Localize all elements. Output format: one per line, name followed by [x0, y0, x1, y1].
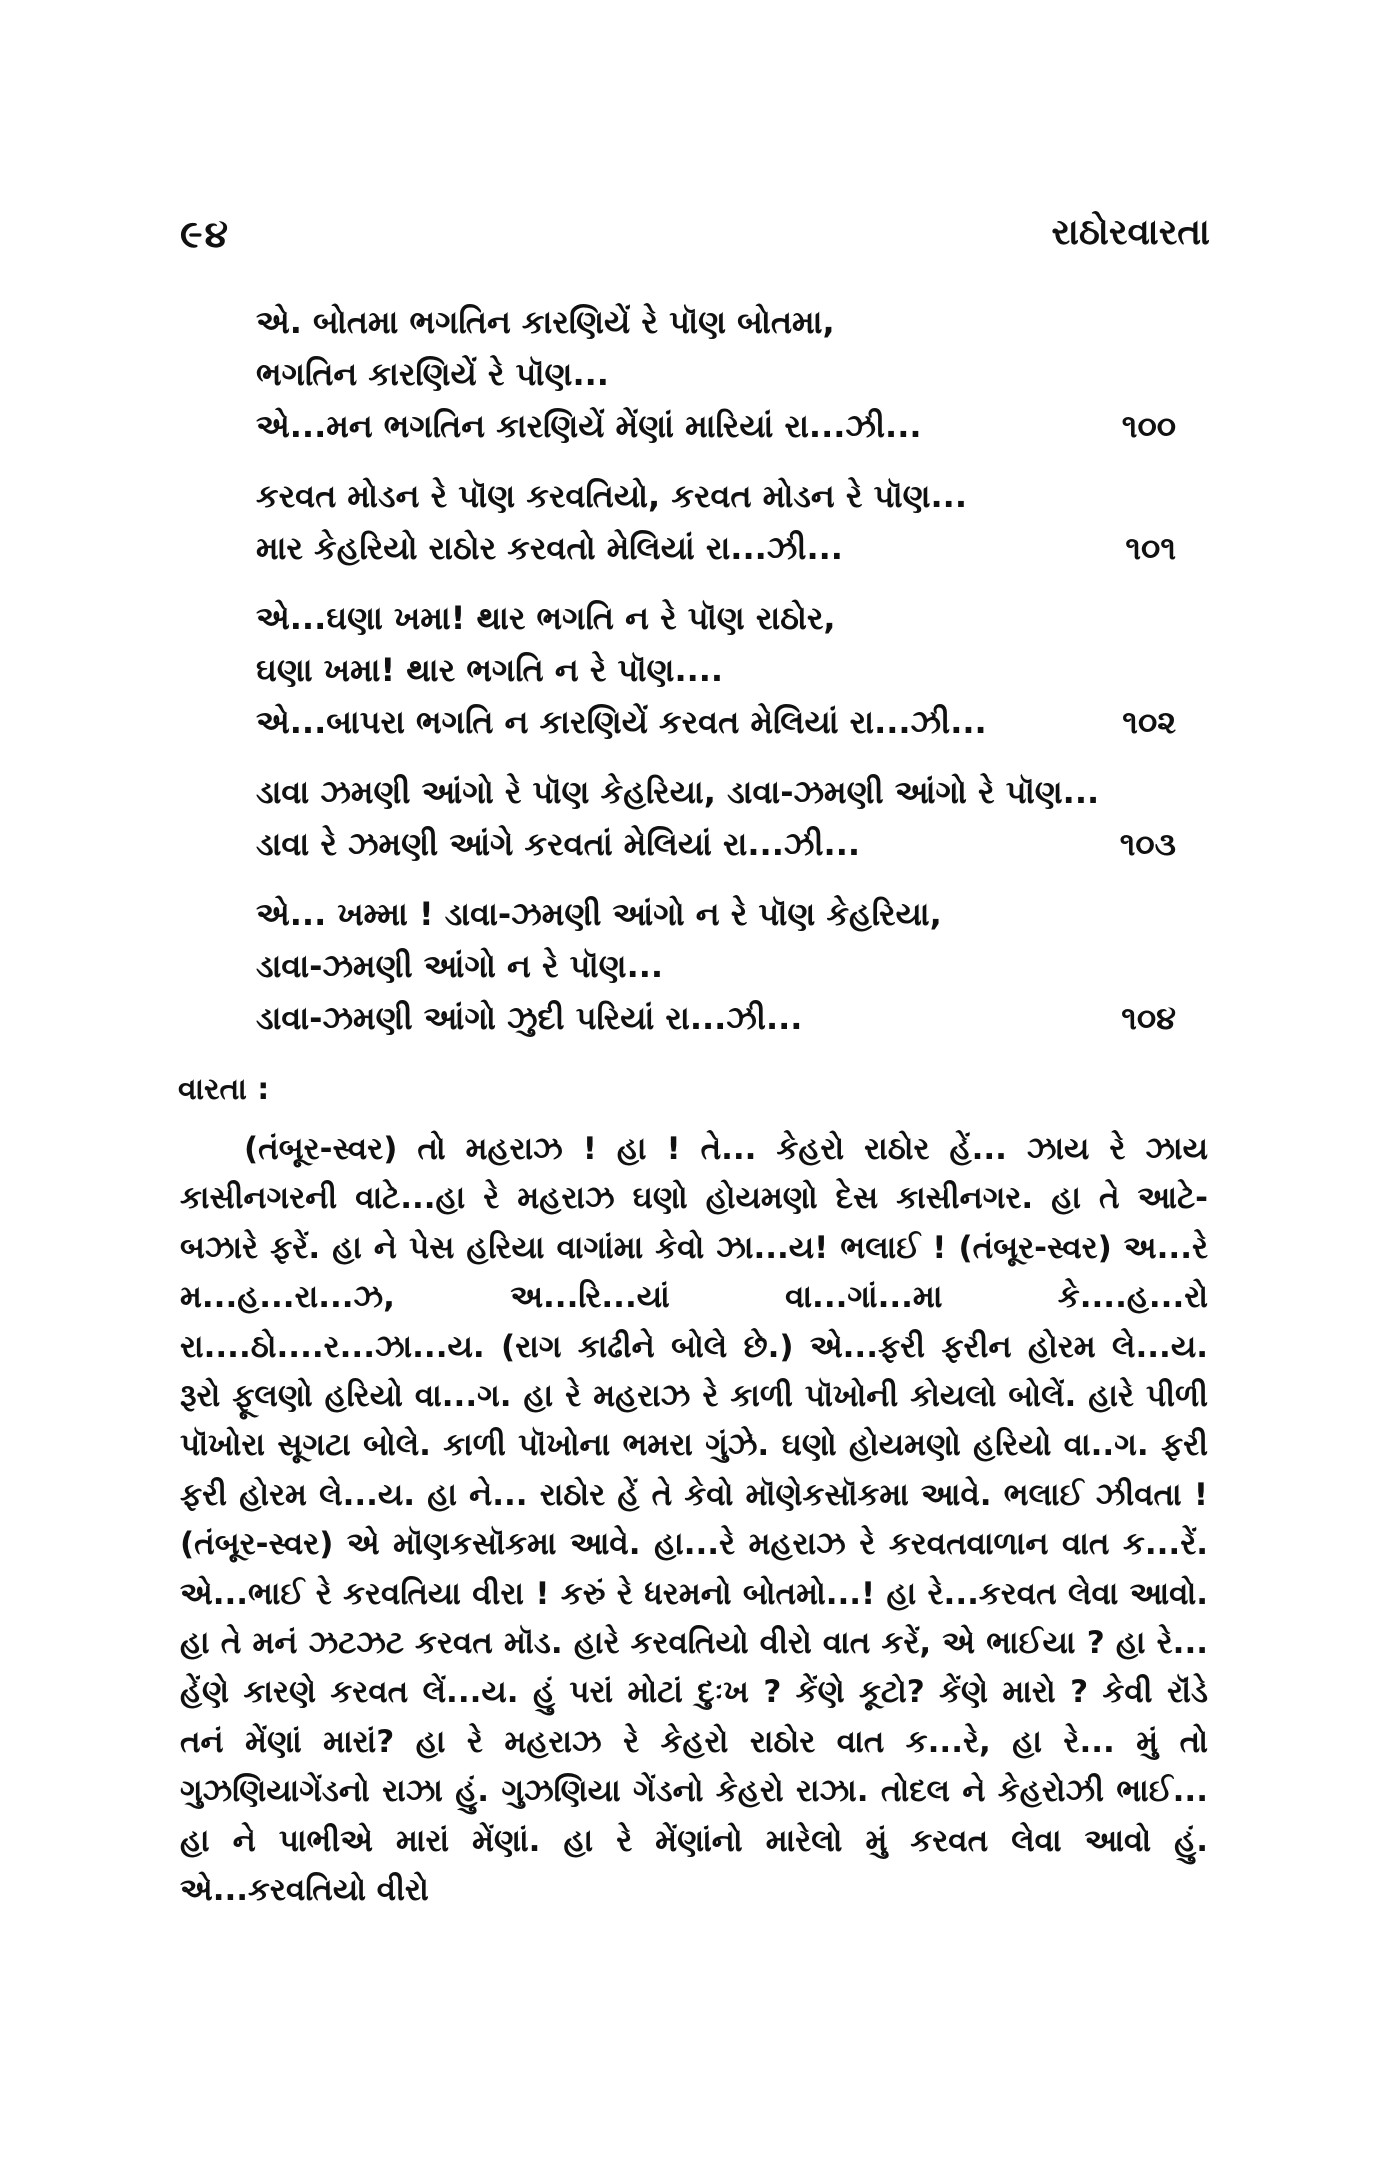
poem [256, 296, 1176, 1062]
verse-text: એ...બાપરા ભગતિ ન કારણિયેં કરવત મેલિયાં રા...ઝી... [256, 703, 987, 741]
verse-line [256, 348, 1176, 400]
verse-line [256, 766, 1176, 818]
verse-text: ઘણા ખમા! થાર ભગતિ ન રે પૉણ.... [256, 651, 724, 689]
verse-number: ૧૦૧ [1125, 529, 1176, 567]
verse-text: એ...ઘણા ખમા! થાર ભગતિ ન રે પૉણ રાઠોર, [256, 599, 836, 637]
verse-line [256, 818, 1176, 870]
verse-line [256, 296, 1176, 348]
page-header [180, 212, 1210, 272]
verse-line [256, 940, 1176, 992]
verse-number: ૧૦૪ [1121, 999, 1176, 1037]
verse-text: ડાવા-ઝમણી આંગો ન રે પૉણ... [256, 947, 664, 985]
stanza [256, 470, 1176, 574]
prose-paragraph: (તંબૂર-સ્વર) તો મહરાઝ ! હા ! તે... કેહરો રાઠોર હેં... ઝાય રે ઝાય કાસીનગરની વાટે...હા રે મહરાઝ ઘણો હોયમણો દેસ કાસીનગર. હા તે આટે-બઝારે ફરેં. હા ને પેસ હરિયા વાગાંમા કેવો ઝા...ય! ભલાઈ ! (તંબૂર-સ્વર) અ...રે મ...હ...રા...ઝ, અ...રિ...યાં વા...ગાં...મા કે....હ...રો રા....ઠો....ર...ઝા...ય. (રાગ કાઢીને બોલે છે.) એ...ફરી ફરીન હોરમ લે...ય. રૂરો ફૂલણો હરિયો વા...ગ. હા રે મહરાઝ રે કાળી પૉખોની કોયલો બોલેં. હારે પીળી પૉખોરા સૂગટા બોલે. કાળી પૉખોના ભમરા ગુંઝે. ઘણો હોયમણો હરિયો વા..ગ. ફરી ફરી હોરમ લે...ય. હા ને... રાઠોર હેં તે કેવો મૉણેકસૉકમા આવે. ભલાઈ ઝીવતા ! (તંબૂર-સ્વર) એ મૉણકસૉકમા આવે. હા...રે મહરાઝ રે કરવતવાળાન વાત ક...રેં. એ...ભાઈ રે કરવતિયા વીરા ! કરું રે ધરમનો બોતમો...! હા રે...કરવત લેવા આવો. હા તે મનં ઝટઝટ કરવત મૉડ. હારે કરવતિયો વીરો વાત કરેં, એ ભાઈયા ? હા રે... હેંણે કારણે કરવત લેં...ય. હું પરાં મોટાં દુઃખ ? કેંણે કૂટો? કેંણે મારો ? કેવી રૉંડે તનં મેંણાં મારાં? હા રે મહરાઝ રે કેહરો રાઠોર વાત ક...રે, હા રે... મું તો ગુઝણિયાગેંડનો રાઝા હું. ગુઝણિયા ગેંડનો કેહરો રાઝા. તોદલ ને કેહરોઝી ભાઈ... હા ને પાભીએ મારાં મેંણાં. હા રે મેંણાંનો મારેલો મું કરવત લેવા આવો હું. એ...કરવતિયો વીરો [180, 1131, 1208, 1909]
verse-line [256, 522, 1176, 574]
stanza [256, 592, 1176, 748]
verse-line [256, 400, 1176, 452]
verse-text: ડાવા ઝમણી આંગો રે પૉણ કેહરિયા, ડાવા-ઝમણી આંગો રે પૉણ... [256, 773, 1100, 811]
verse-text: ડાવા રે ઝમણી આંગે કરવતાં મેલિયાં રા...ઝી... [256, 825, 861, 863]
verse-text: એ... ખમ્મા ! ડાવા-ઝમણી આંગો ન રે પૉણ કેહરિયા, [256, 895, 942, 933]
verse-text: માર કેહરિયો રાઠોર કરવતો મેલિયાં રા...ઝી... [256, 529, 843, 567]
verse-text: કરવત મોડન રે પૉણ કરવતિયો, કરવત મોડન રે પૉણ... [256, 477, 967, 515]
verse-line [256, 992, 1176, 1044]
verse-text: એ...મન ભગતિન કારણિયેં મેંણાં મારિયાં રા...ઝી... [256, 407, 922, 445]
verse-text: ડાવા-ઝમણી આંગો ઝુદી પરિયાં રા...ઝી... [256, 999, 803, 1037]
verse-line [256, 592, 1176, 644]
verse-line [256, 644, 1176, 696]
verse-line [256, 696, 1176, 748]
section-label: વારતા : [178, 1072, 270, 1107]
verse-text: ભગતિન કારણિયેં રે પૉણ... [256, 355, 609, 393]
verse-number: ૧૦૩ [1119, 825, 1176, 863]
verse-number: ૧૦૦ [1121, 407, 1176, 445]
verse-text: એ. બોતમા ભગતિન કારણિયેં રે પૉણ બોતમા, [256, 303, 835, 341]
running-title: રાઠોરવારતા [1051, 212, 1210, 253]
stanza [256, 296, 1176, 452]
stanza [256, 766, 1176, 870]
verse-line [256, 470, 1176, 522]
verse-line [256, 888, 1176, 940]
verse-number: ૧૦૨ [1122, 703, 1176, 741]
stanza [256, 888, 1176, 1044]
page-number: ૯૪ [180, 212, 231, 256]
